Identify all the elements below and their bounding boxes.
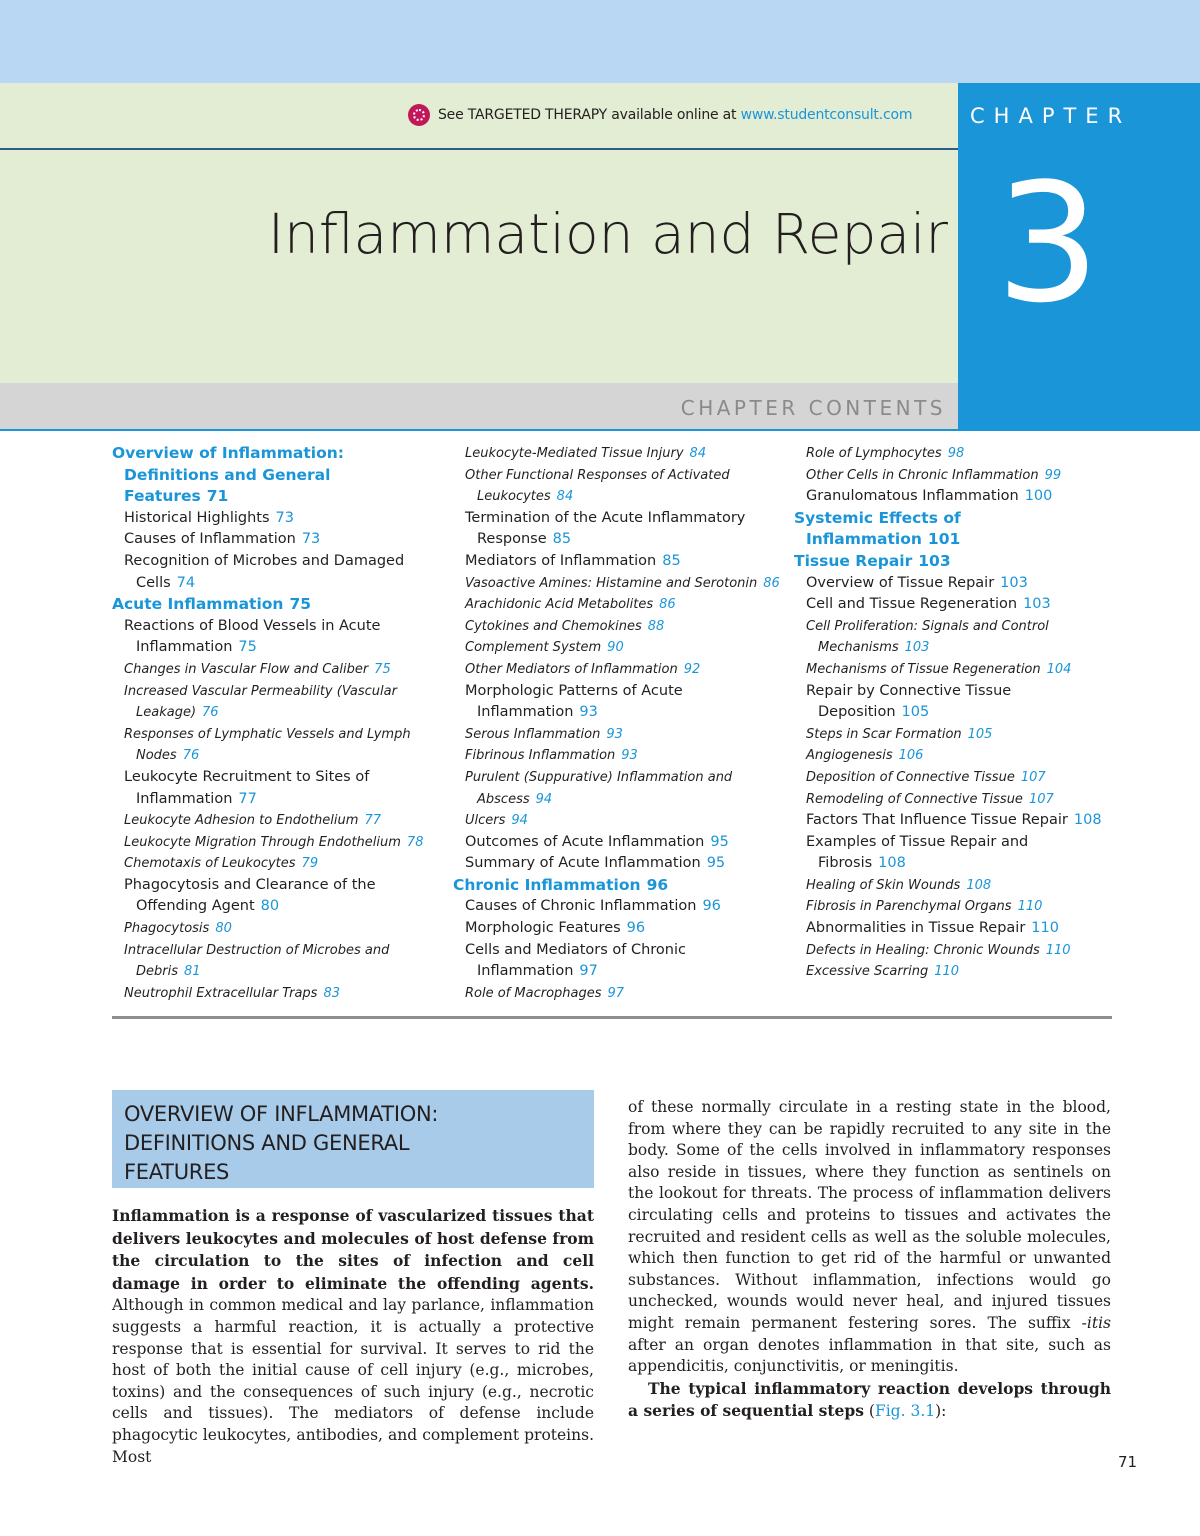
toc-entry[interactable] [453,940,780,962]
toc-page-number: 74 [176,574,196,591]
toc-entry-text: Overview of Inflammation: [112,444,344,462]
toc-page-number: 90 [607,640,624,656]
toc-entry[interactable] [453,767,780,789]
toc-entry-text: Inflammation [136,790,233,807]
chapter-number: 3 [995,148,1101,339]
toc-page-number: 86 [659,597,676,613]
toc-page-number: 81 [184,964,201,980]
toc-entry-text: Summary of Acute Inflammation [465,855,701,872]
targeted-therapy-text: See TARGETED THERAPY available online at [438,107,737,123]
toc-entry-text: Cells and Mediators of Chronic [465,941,686,958]
toc-entry[interactable] [112,724,423,746]
bold-lead: The typical inflammatory reaction develops through a series of sequential steps [628,1378,1111,1421]
toc-entry-text: Increased Vascular Permeability (Vascular [124,683,397,699]
toc-entry[interactable] [112,745,423,767]
section-heading-line: OVERVIEW OF INFLAMMATION: [124,1102,439,1126]
toc-page-number: 105 [901,704,930,721]
toc-entry[interactable] [794,896,1102,918]
toc-entry[interactable] [794,810,1102,832]
toc-entry[interactable] [794,529,1102,551]
toc-entry[interactable] [794,616,1102,638]
toc-entry-text: Phagocytosis and Clearance of the [124,876,376,893]
toc-column-3 [794,443,1102,983]
toc-page-number: 84 [689,446,707,461]
toc-entry[interactable] [112,896,423,918]
toc-entry[interactable] [453,508,780,530]
toc-entry-text: Complement System [465,640,602,656]
toc-entry[interactable] [453,810,780,832]
toc-page-number: 93 [606,726,623,742]
paragraph-text: Although in common medical and lay parlance, inflammation suggests a harmful reaction, it is actually a protective response that is essential for survival. It serves to rid the host of both the initial cause of cell injury (e.g., microbes, toxins) and the consequences of such injury (e.g., necrotic cells and tissues). The mediators of defense include phagocytic leukocytes, antibodies, and complement proteins. Most [112,1296,594,1466]
toc-page-number: 110 [1031,920,1059,937]
body-paragraph [628,1097,1111,1378]
toc-page-number: 103 [1023,596,1051,613]
section-heading-box [112,1090,594,1188]
toc-entry-text: Chemotaxis of Leukocytes [124,856,296,872]
toc-page-number: 96 [646,875,669,894]
section-heading-line: DEFINITIONS AND GENERAL [124,1131,410,1155]
toc-entry[interactable] [112,443,423,465]
toc-entry-text: Mechanisms [818,640,899,656]
toc-page-number: 105 [967,726,993,742]
toc-entry[interactable] [112,810,423,832]
toc-entry-text: Tissue Repair [794,551,913,570]
toc-page-number: 75 [289,595,312,614]
toc-entry-text: Leakage) [136,705,197,721]
toc-entry-text: Deposition [818,704,896,721]
toc-entry-text: Intracellular Destruction of Microbes and [124,942,390,958]
toc-entry-text: Healing of Skin Wounds [806,877,961,893]
toc-entry[interactable] [794,724,1102,746]
toc-entry[interactable] [453,637,780,659]
toc-page-number: 110 [1017,899,1043,915]
toc-entry[interactable] [794,961,1102,983]
toc-entry[interactable] [794,767,1102,789]
toc-page-number: 84 [556,489,574,505]
toc-entry[interactable] [453,918,780,940]
toc-entry-text: Cell Proliferation: Signals and Control [806,618,1049,634]
toc-page-number: 98 [947,446,965,461]
toc-entry[interactable] [112,789,423,811]
toc-page-number: 75 [238,639,257,656]
toc-entry[interactable] [453,551,780,573]
bold-lead: Inflammation is a response of vascularized tissues that delivers leukocytes and molecules of host defense from the circulation to the sites of infection and cell damage in order to eliminate the offending agents. [112,1206,594,1293]
chapter-title: Inflammation and Repair [267,202,948,266]
toc-entry[interactable] [112,681,423,703]
toc-page-number: 95 [710,833,729,850]
toc-page-number: 92 [683,661,701,677]
toc-entry-text: Steps in Scar Formation [806,726,962,742]
toc-page-number: 80 [215,921,232,937]
contents-divider [112,1016,1112,1019]
toc-entry[interactable] [112,637,423,659]
paragraph-text: of these normally circulate in a resting state in the blood, from where they can be rapidly recruited to any site in the body. Some of the cells involved in inflammatory responses also reside in tissues, where they function as sentinels on the lookout for threats. The process of inflammation delivers circulating cells and proteins to tissues and activates the recruited and resident cells as well as the soluble molecules, which then function to get rid of the harmful or unwanted substances. Without inflammation, infections would go unchecked, wounds would never heal, and injured tissues might remain permanent festering sores. The suffix [628,1098,1111,1332]
toc-entry[interactable] [794,681,1102,703]
toc-page-number: 96 [702,898,721,915]
toc-entry-text: Factors That Influence Tissue Repair [806,812,1068,829]
toc-entry[interactable] [794,853,1102,875]
targeted-therapy-icon [408,104,430,126]
toc-entry[interactable] [112,983,423,1005]
toc-page-number: 77 [364,813,381,829]
toc-entry-text: Recognition of Microbes and Damaged [124,552,405,569]
toc-entry[interactable] [453,875,780,897]
body-paragraph [628,1378,1111,1423]
student-consult-link[interactable]: www.studentconsult.com [740,107,913,123]
toc-page-number: 85 [552,531,572,548]
toc-entry-text: Role of Macrophages [465,985,602,1001]
toc-page-number: 103 [904,640,930,656]
top-color-band [0,0,1200,83]
toc-entry-text: Vasoactive Amines: Histamine and Serotonin [465,575,758,591]
toc-page-number: 110 [934,964,960,980]
toc-entry-text: Abnormalities in Tissue Repair [806,920,1026,937]
body-paragraph [112,1205,594,1468]
toc-entry-text: Cell and Tissue Regeneration [806,596,1018,613]
toc-entry-text: Defects in Healing: Chronic Wounds [806,942,1040,958]
toc-entry-text: Responses of Lymphatic Vessels and Lymph [124,726,411,742]
toc-entry[interactable] [794,702,1102,724]
toc-entry[interactable] [794,940,1102,962]
toc-entry[interactable] [794,832,1102,854]
toc-page-number: 77 [238,790,257,807]
toc-entry[interactable] [794,443,1102,465]
toc-page-number: 107 [1020,769,1046,785]
toc-entry-text: Mediators of Inflammation [465,552,657,569]
contents-rule [0,429,1200,431]
toc-entry-text: Cytokines and Chemokines [465,618,642,634]
toc-entry-text: Features [124,487,201,506]
toc-entry[interactable] [453,616,780,638]
toc-page-number: 95 [706,855,726,872]
toc-entry[interactable] [453,724,780,746]
targeted-therapy-note [408,104,912,126]
toc-entry[interactable] [794,875,1102,897]
toc-entry-text: Inflammation [136,639,233,656]
toc-entry-text: Other Mediators of Inflammation [465,661,678,677]
toc-page-number: 83 [323,985,340,1001]
body-column-left [112,1205,594,1468]
toc-entry-text: Arachidonic Acid Metabolites [465,597,654,613]
toc-page-number: 78 [406,834,424,850]
chapter-contents-label: CHAPTER CONTENTS [680,396,946,420]
paragraph-text: after an organ denotes inflammation in that site, such as appendicitis, conjunctivitis, or meningitis. [628,1335,1111,1376]
toc-entry-text: Deposition of Connective Tissue [806,769,1015,785]
toc-column-1 [112,443,423,1004]
toc-entry[interactable] [112,918,423,940]
toc-entry-text: Response [477,531,547,548]
toc-entry[interactable] [453,681,780,703]
toc-entry-text: Termination of the Acute Inflammatory [465,509,746,526]
toc-page-number: 99 [1044,467,1062,483]
toc-entry[interactable] [453,896,780,918]
toc-entry[interactable] [112,465,423,487]
toc-entry-text: Cells [136,574,171,591]
toc-entry[interactable] [453,961,780,983]
toc-page-number: 100 [1024,488,1053,505]
toc-page-number: 79 [301,856,319,872]
toc-page-number: 88 [647,618,665,634]
toc-entry-text: Acute Inflammation [112,595,284,614]
toc-entry-text: Chronic Inflammation [453,875,641,894]
toc-entry-text: Offending Agent [136,898,255,915]
toc-page-number: 93 [621,748,638,764]
toc-entry-text: Angiogenesis [806,748,893,764]
toc-entry[interactable] [453,594,780,616]
toc-page-number: 106 [898,748,924,764]
toc-entry[interactable] [453,443,780,465]
toc-page-number: 73 [301,531,321,548]
toc-entry-text: Examples of Tissue Repair and [806,833,1029,850]
toc-entry-text: Mechanisms of Tissue Regeneration [806,661,1041,677]
toc-entry[interactable] [453,659,780,681]
toc-entry-text: Inflammation [477,704,574,721]
toc-entry[interactable] [112,961,423,983]
toc-entry-text: Leukocyte Migration Through Endothelium [124,834,401,850]
toc-page-number: 103 [918,551,951,570]
toc-entry[interactable] [453,832,780,854]
toc-page-number: 86 [763,575,780,591]
toc-page-number: 108 [966,877,992,893]
toc-entry[interactable] [794,659,1102,681]
toc-entry-text: Fibrinous Inflammation [465,748,616,764]
toc-entry[interactable] [112,573,423,595]
toc-page-number: 108 [878,855,906,872]
toc-entry-text: Leukocytes [477,489,551,505]
toc-entry[interactable] [453,573,780,595]
toc-entry-text: Historical Highlights [124,509,270,526]
toc-page-number: 75 [374,661,391,677]
toc-entry-text: Leukocyte Recruitment to Sites of [124,768,370,785]
toc-entry[interactable] [794,745,1102,767]
toc-page-number: 101 [927,530,961,549]
toc-page-number: 104 [1046,661,1072,677]
toc-entry[interactable] [112,594,423,616]
toc-entry[interactable] [453,745,780,767]
toc-page-number: 94 [511,813,528,829]
paragraph-text: ( [863,1402,875,1421]
toc-entry[interactable] [112,508,423,530]
toc-entry-text: Morphologic Patterns of Acute [465,682,683,699]
toc-entry-text: Fibrosis in Parenchymal Organs [806,899,1012,915]
toc-entry[interactable] [453,465,780,487]
toc-entry[interactable] [453,853,780,875]
toc-entry-text: Fibrosis [818,855,873,872]
toc-page-number: 76 [182,748,200,764]
toc-entry-text: Purulent (Suppurative) Inflammation and [465,769,733,785]
toc-page-number: 85 [662,552,681,569]
toc-page-number: 110 [1045,942,1071,958]
toc-entry-text: Serous Inflammation [465,726,601,742]
toc-entry-text: Granulomatous Inflammation [806,488,1019,505]
toc-entry-text: Inflammation [806,530,922,549]
toc-entry[interactable] [112,551,423,573]
toc-entry-text: Inflammation [477,963,574,980]
toc-entry-text: Changes in Vascular Flow and Caliber [124,661,369,677]
toc-entry[interactable] [112,940,423,962]
toc-page-number: 93 [579,704,598,721]
toc-entry-text: Repair by Connective Tissue [806,682,1012,699]
toc-entry[interactable] [112,616,423,638]
body-column-right [628,1097,1111,1423]
toc-page-number: 73 [275,509,294,526]
toc-entry[interactable] [794,573,1102,595]
toc-entry-text: Remodeling of Connective Tissue [806,791,1023,807]
toc-entry[interactable] [112,659,423,681]
toc-entry-text: Ulcers [465,813,506,829]
toc-entry-text: Systemic Effects of [794,508,961,527]
italic-suffix: -itis [1081,1313,1111,1332]
toc-page-number: 108 [1073,812,1102,829]
figure-link[interactable]: Fig. 3.1 [874,1402,936,1421]
toc-entry[interactable] [112,875,423,897]
toc-entry-text: Morphologic Features [465,920,621,937]
page-number: 71 [1118,1453,1138,1471]
toc-entry[interactable] [794,508,1102,530]
toc-entry[interactable] [453,789,780,811]
toc-entry[interactable] [794,789,1102,811]
toc-entry[interactable] [794,594,1102,616]
toc-entry[interactable] [794,486,1102,508]
toc-entry-text: Nodes [136,748,177,764]
toc-page-number: 80 [260,898,280,915]
toc-entry[interactable] [453,529,780,551]
toc-entry[interactable] [112,529,423,551]
toc-entry-text: Definitions and General [124,465,331,484]
toc-entry[interactable] [453,983,780,1005]
toc-entry[interactable] [794,465,1102,487]
section-heading-line: FEATURES [124,1160,230,1184]
toc-entry[interactable] [112,853,423,875]
toc-entry[interactable] [112,767,423,789]
toc-page-number: 71 [206,487,229,506]
toc-page-number: 76 [202,705,219,721]
toc-page-number: 103 [1000,574,1028,591]
toc-entry[interactable] [794,637,1102,659]
toc-page-number: 97 [607,985,625,1001]
toc-page-number: 97 [579,963,598,980]
toc-entry-text: Causes of Chronic Inflammation [465,898,697,915]
toc-entry-text: Leukocyte-Mediated Tissue Injury [465,446,684,461]
toc-entry-text: Neutrophil Extracellular Traps [124,985,318,1001]
title-band-rule [0,148,958,150]
toc-entry-text: Abscess [477,791,530,807]
toc-entry-text: Overview of Tissue Repair [806,574,995,591]
toc-entry-text: Outcomes of Acute Inflammation [465,833,705,850]
toc-entry-text: Reactions of Blood Vessels in Acute [124,617,381,634]
toc-page-number: 96 [626,920,646,937]
toc-entry[interactable] [112,702,423,724]
toc-column-2 [453,443,780,1004]
toc-entry-text: Other Functional Responses of Activated [465,467,730,483]
toc-entry[interactable] [453,486,780,508]
toc-page-number: 94 [535,791,553,807]
toc-entry-text: Excessive Scarring [806,964,929,980]
toc-entry-text: Role of Lymphocytes [806,446,942,461]
toc-entry-text: Leukocyte Adhesion to Endothelium [124,813,359,829]
toc-entry[interactable] [112,486,423,508]
toc-entry-text: Phagocytosis [124,921,210,937]
toc-entry-text: Debris [136,964,178,980]
toc-entry[interactable] [794,918,1102,940]
chapter-word: CHAPTER [970,104,1132,128]
toc-entry[interactable] [453,702,780,724]
toc-page-number: 107 [1028,791,1054,807]
toc-entry[interactable] [112,832,423,854]
toc-entry-text: Other Cells in Chronic Inflammation [806,467,1039,483]
toc-entry[interactable] [794,551,1102,573]
toc-entry-text: Causes of Inflammation [124,531,296,548]
paragraph-text: ): [935,1402,947,1421]
